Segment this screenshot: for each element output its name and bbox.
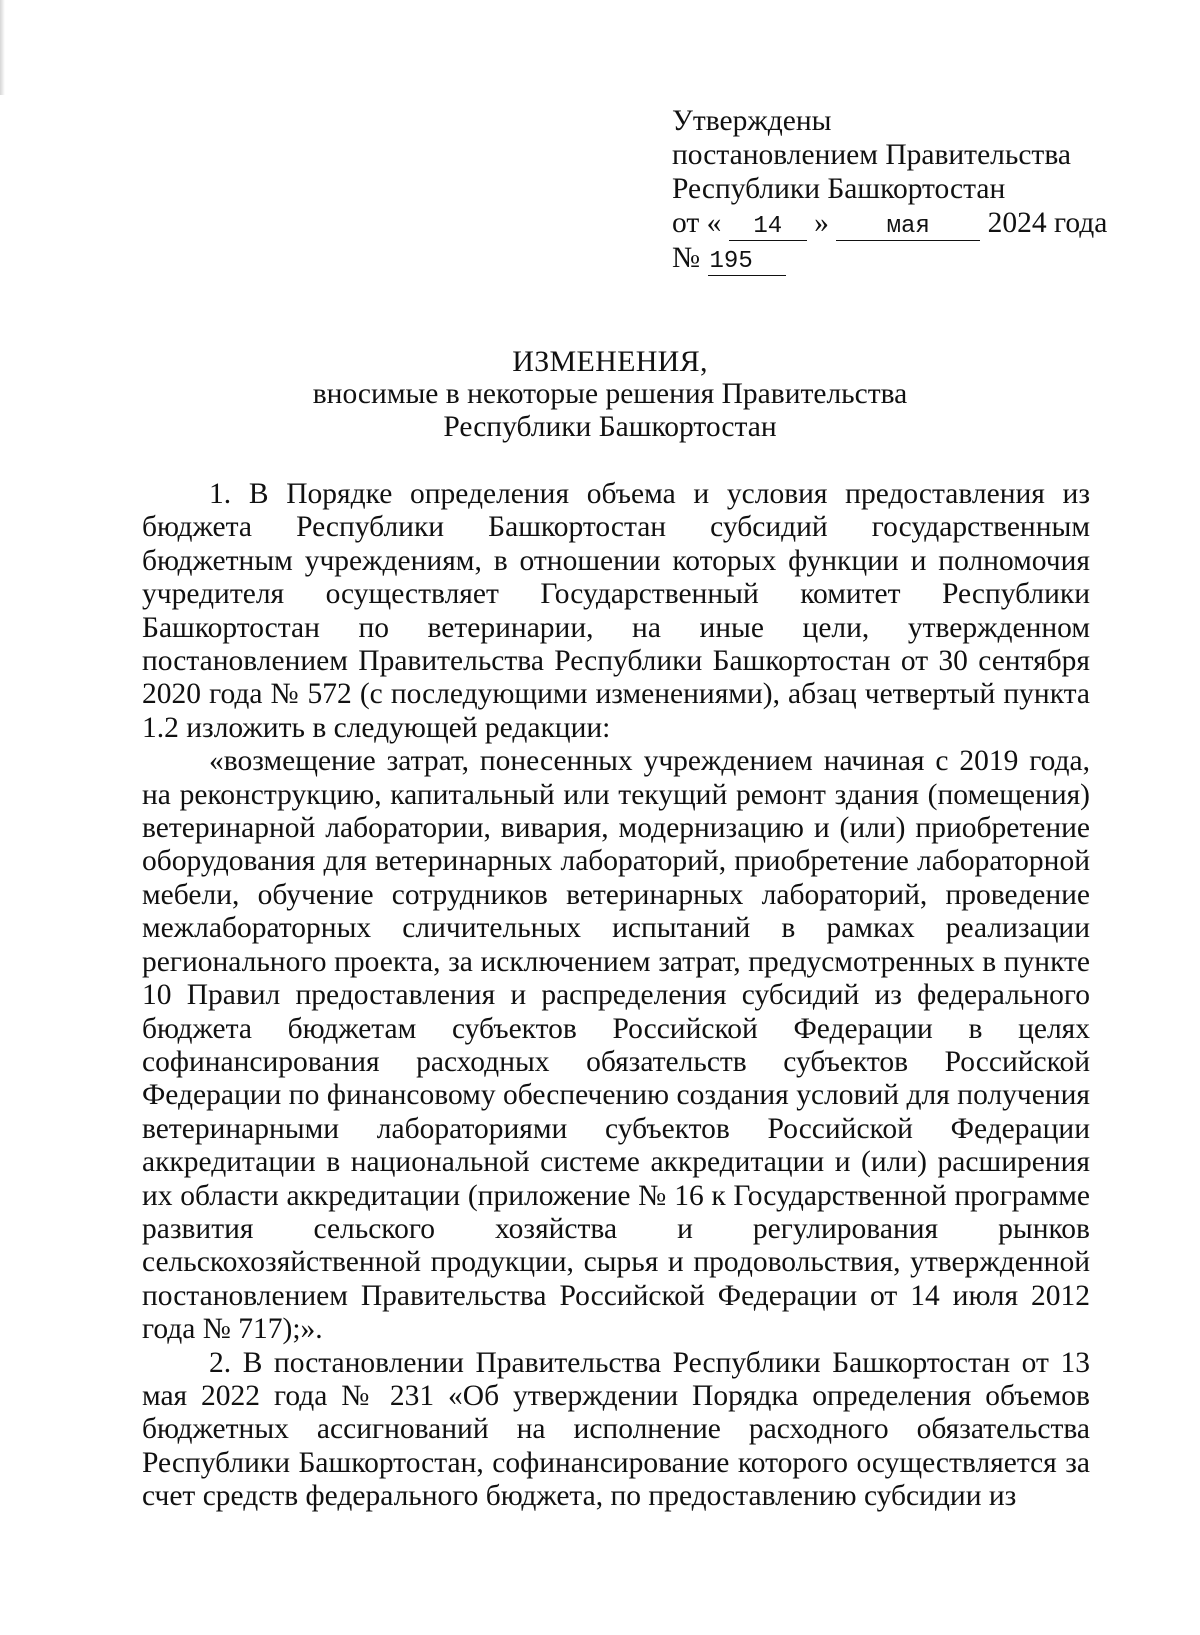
approval-day: 14 xyxy=(729,214,807,241)
document-body xyxy=(142,478,1090,1514)
approval-month: мая xyxy=(836,214,980,241)
document-title-block xyxy=(140,345,1080,444)
paragraph-2: 2. В постановлении Правительства Республики Башкортостан от 13 мая 2022 года № 231 «Об утверждении Порядка определения объемов бюджетных ассигнований на исполнение расходного обязательства Республики Башкортостан, софинансирование которого осуществляется за счет средств федерального бюджета, по предоставлению субсидии из xyxy=(142,1346,1090,1513)
scan-edge-artifact xyxy=(0,0,5,95)
approval-stamp-block xyxy=(672,104,1142,276)
date-mid: » xyxy=(814,207,829,239)
paragraph-1: 1. В Порядке определения объема и условия предоставления из бюджета Республики Башкортостан субсидий государственным бюджетным учреждениям, в отношении которых функции и полномочия учредителя осуществляет Государственный комитет Республики Башкортостан по ветеринарии, на иные цели, утвержденном постановлением Правительства Республики Башкортостан от 30 сентября 2020 года № 572 (с последующими изменениями), абзац четвертый пункта 1.2 изложить в следующей редакции: xyxy=(142,478,1090,744)
approval-number-line xyxy=(672,241,1142,276)
date-prefix: от « xyxy=(672,207,722,239)
number-prefix: № xyxy=(672,242,701,274)
paragraph-quoted-amendment: «возмещение затрат, понесенных учреждением начиная с 2019 года, на реконструкцию, капитальный или текущий ремонт здания (помещения) ветеринарной лаборатории, вивария, модернизацию и (или) приобретение оборудования для ветеринарных лабораторий, приобретение лабораторной мебели, обучение сотрудников ветеринарных лабораторий, проведение межлабораторных сличительных испытаний в рамках реализации регионального проекта, за исключением затрат, предусмотренных в пункте 10 Правил предоставления и распределения субсидий из федерального бюджета бюджетам субъектов Российской Федерации в целях софинансирования расходных обязательств субъектов Российской Федерации по финансовому обеспечению создания условий для получения ветеринарными лабораториями субъектов Российской Федерации аккредитации в национальной системе аккредитации и (или) расширения их области аккредитации (приложение № 16 к Государственной программе развития сельского хозяйства и регулирования рынков сельскохозяйственной продукции, сырья и продовольствия, утвержденной постановлением Правительства Российской Федерации от 14 июля 2012 года № 717);». xyxy=(142,745,1090,1346)
document-title: ИЗМЕНЕНИЯ, xyxy=(512,345,708,378)
approval-year: 2024 года xyxy=(987,207,1108,239)
approval-line-republic: Республики Башкортостан xyxy=(672,173,1006,205)
approval-line-approved: Утверждены xyxy=(672,105,832,137)
document-subtitle-line2: Республики Башкортостан xyxy=(443,411,777,443)
approval-line-resolution: постановлением Правительства xyxy=(672,139,1071,171)
approval-number: 195 xyxy=(708,249,786,276)
approval-date-line xyxy=(672,206,1142,241)
document-subtitle-line1: вносимые в некоторые решения Правительства xyxy=(312,378,908,410)
